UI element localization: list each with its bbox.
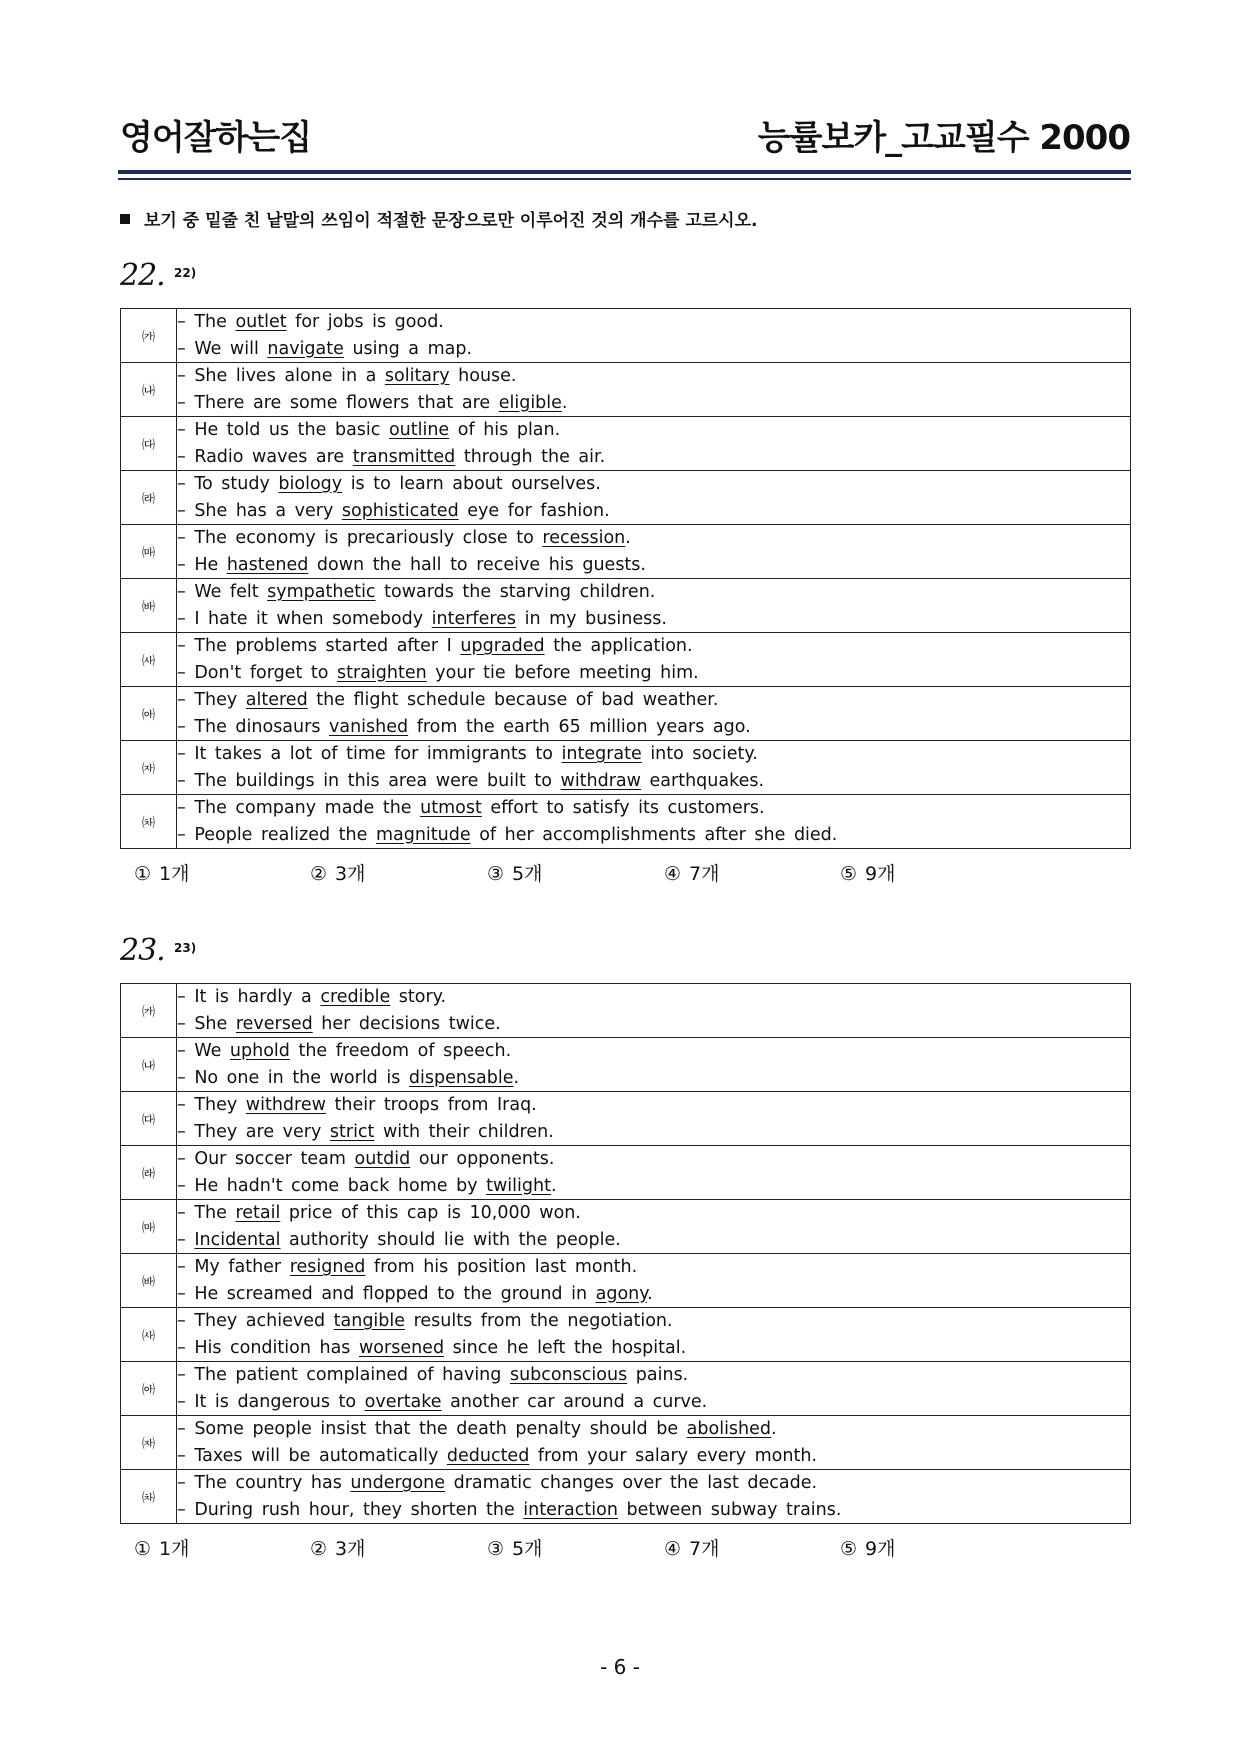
underlined-word: agony [595, 1283, 648, 1304]
table-row [121, 1146, 1131, 1200]
sentence [177, 1200, 1130, 1227]
item-sentences [177, 309, 1131, 363]
underlined-word: upgraded [460, 636, 545, 656]
item-sentences [177, 1200, 1131, 1254]
sentence [177, 552, 1130, 579]
sentence [177, 1146, 1130, 1173]
underlined-word: hastened [226, 554, 309, 575]
sentence-text: – No one in the world is [177, 1067, 409, 1088]
sentence-text: eye for fashion. [458, 500, 610, 521]
sentence-text: house. [449, 366, 517, 386]
sentence-text: since he left the hospital. [444, 1337, 687, 1358]
option-number: ④ [664, 1538, 682, 1560]
item-sentences [177, 1308, 1131, 1362]
sentence [177, 336, 1130, 363]
instruction [120, 206, 758, 231]
underlined-word: subconscious [509, 1365, 628, 1385]
item-label: ㈓ [121, 1254, 177, 1308]
sentence-text: – The [177, 1203, 236, 1223]
sentence-text: . [647, 1283, 653, 1304]
sentence-text: the application. [544, 636, 693, 656]
sentence-text: story. [390, 987, 447, 1007]
sentence-text: – It is dangerous to [177, 1391, 365, 1412]
underlined-word: navigate [267, 338, 344, 359]
answer-option[interactable] [664, 1534, 720, 1561]
option-text: 5개 [512, 863, 543, 885]
underlined-word: withdraw [560, 770, 641, 791]
sentence-text: – People realized the [177, 824, 376, 845]
sentence-text: – He told us the basic [177, 420, 389, 440]
item-sentences [177, 687, 1131, 741]
item-label: ㈖ [121, 1416, 177, 1470]
underlined-word: outdid [354, 1149, 411, 1169]
table-row [121, 1470, 1131, 1524]
sentence-text: – During rush hour, they shorten the [177, 1499, 524, 1520]
underlined-word: utmost [420, 798, 482, 818]
sentence-text: – She lives alone in a [177, 366, 385, 386]
table-row [121, 1038, 1131, 1092]
underlined-word: solitary [384, 366, 450, 386]
sentence [177, 525, 1130, 552]
sentence-text: – I hate it when somebody [177, 608, 432, 629]
table-row [121, 633, 1131, 687]
question-number: 22. [120, 258, 165, 293]
underlined-word: strict [329, 1121, 375, 1142]
sentence [177, 1011, 1130, 1038]
option-text: 9개 [865, 1538, 896, 1560]
table-row [121, 1254, 1131, 1308]
option-text: 1개 [159, 863, 190, 885]
sentence-text: – [177, 1229, 195, 1250]
table-row [121, 795, 1131, 849]
sentence-text: using a map. [343, 338, 473, 359]
sentence [177, 795, 1130, 822]
underlined-word: sophisticated [341, 500, 459, 521]
table-row [121, 579, 1131, 633]
option-text: 5개 [512, 1538, 543, 1560]
sentence [177, 660, 1130, 687]
item-label: ㈔ [121, 1308, 177, 1362]
underlined-word: magnitude [375, 824, 471, 845]
question-title [120, 258, 1131, 300]
sentence-text: from his position last month. [365, 1257, 638, 1277]
item-sentences [177, 741, 1131, 795]
sentence-text: – Don't forget to [177, 662, 338, 683]
table-row [121, 417, 1131, 471]
sentence [177, 741, 1130, 768]
sentence-text: – Radio waves are [177, 446, 353, 467]
table-row [121, 741, 1131, 795]
underlined-word: vanished [329, 716, 409, 737]
item-label: ㈓ [121, 579, 177, 633]
sentence-text: – The company made the [177, 798, 421, 818]
sentence [177, 1497, 1130, 1524]
underlined-word: eligible [498, 392, 562, 413]
answer-option[interactable] [134, 859, 190, 886]
sentence [177, 1173, 1130, 1200]
underlined-word: deducted [446, 1445, 530, 1466]
item-sentences [177, 1092, 1131, 1146]
sentence-text: our opponents. [410, 1149, 555, 1169]
option-text: 3개 [335, 1538, 366, 1560]
sentence-text: – The buildings in this area were built to [177, 770, 561, 791]
question-23 [120, 933, 1131, 1574]
sentence-text: the freedom of speech. [289, 1041, 512, 1061]
sentence-text: – The country has [177, 1473, 351, 1493]
sentence-text: – Taxes will be automatically [177, 1445, 447, 1466]
item-label: ㈎ [121, 309, 177, 363]
sentence-text: . [550, 1175, 557, 1196]
answer-options [120, 1534, 1131, 1574]
sentence-text: – They are very [177, 1121, 330, 1142]
sentence [177, 1335, 1130, 1362]
option-number: ① [134, 1538, 152, 1560]
sentence-text: from your salary every month. [529, 1445, 817, 1466]
item-sentences [177, 525, 1131, 579]
sentence-text: price of this cap is 10,000 won. [280, 1203, 581, 1223]
option-number: ③ [487, 1538, 505, 1560]
sentence-text: – They achieved [177, 1311, 334, 1331]
answer-option[interactable] [310, 859, 366, 886]
item-label: ㈕ [121, 1362, 177, 1416]
table-row [121, 1200, 1131, 1254]
underlined-word: outlet [235, 312, 287, 332]
sentence-text: of her accomplishments after she died. [470, 824, 838, 845]
underlined-word: Incidental [194, 1229, 281, 1250]
sentence [177, 984, 1130, 1011]
table-row [121, 309, 1131, 363]
item-sentences [177, 579, 1131, 633]
underlined-word: overtake [364, 1391, 442, 1412]
sentence-text: – The dinosaurs [177, 716, 329, 737]
item-label: ㈖ [121, 741, 177, 795]
sentence [177, 1281, 1130, 1308]
sentence [177, 1362, 1130, 1389]
option-number: ③ [487, 863, 505, 885]
option-number: ⑤ [840, 863, 858, 885]
sentence-text: of his plan. [449, 420, 561, 440]
header-divider-thin [118, 178, 1131, 180]
underlined-word: twilight [486, 1175, 551, 1196]
sentence [177, 1416, 1130, 1443]
sentence-text: – The problems started after I [177, 636, 461, 656]
sentence [177, 1227, 1130, 1254]
square-bullet-icon [120, 214, 130, 224]
sentence-text: . [625, 528, 631, 548]
sentence-text: towards the starving children. [375, 582, 656, 602]
question-number: 23. [120, 933, 165, 968]
item-label: ㈔ [121, 633, 177, 687]
item-sentences [177, 471, 1131, 525]
item-label: ㈗ [121, 1470, 177, 1524]
sentence-text: – Our soccer team [177, 1149, 355, 1169]
sentence-text: with their children. [374, 1121, 554, 1142]
item-sentences [177, 1416, 1131, 1470]
sentence-text: . [513, 1067, 520, 1088]
item-label: ㈏ [121, 1038, 177, 1092]
sentence [177, 1443, 1130, 1470]
item-label: ㈕ [121, 687, 177, 741]
sentence-text: – We will [177, 338, 268, 359]
answer-option[interactable] [310, 1534, 366, 1561]
underlined-word: integrate [561, 744, 642, 764]
option-number: ② [310, 1538, 328, 1560]
sentence-text: down the hall to receive his guests. [308, 554, 646, 575]
item-label: ㈏ [121, 363, 177, 417]
option-text: 7개 [689, 1538, 720, 1560]
item-label: ㈗ [121, 795, 177, 849]
header-title-right: 능률보카_고교필수 2000 [757, 118, 1130, 158]
sentence-text: – There are some flowers that are [177, 392, 499, 413]
sentence-text: – He hadn't come back home by [177, 1175, 487, 1196]
sentence [177, 1470, 1130, 1497]
sentence-text: between subway trains. [617, 1499, 842, 1520]
sentence-text: from the earth 65 million years ago. [408, 716, 751, 737]
underlined-word: interaction [523, 1499, 618, 1520]
underlined-word: recession [542, 528, 626, 548]
item-label: ㈑ [121, 471, 177, 525]
sentence [177, 498, 1130, 525]
answer-option[interactable] [487, 859, 543, 886]
sentence [177, 1092, 1130, 1119]
instruction-text: 보기 중 밑줄 친 낱말의 쓰임이 적절한 문장으로만 이루어진 것의 개수를 고르시오. [144, 211, 758, 231]
sentence [177, 768, 1130, 795]
table-row [121, 1362, 1131, 1416]
underlined-word: uphold [229, 1041, 290, 1061]
sentence [177, 1254, 1130, 1281]
sentence-text: – The [177, 312, 236, 332]
sentence [177, 1389, 1130, 1416]
option-number: ② [310, 863, 328, 885]
sentence [177, 714, 1130, 741]
item-sentences [177, 1038, 1131, 1092]
sentence-text: is to learn about ourselves. [342, 474, 601, 494]
sentence-text: – To study [177, 474, 279, 494]
sentence [177, 1308, 1130, 1335]
sentence-text: earthquakes. [640, 770, 765, 791]
underlined-word: undergone [350, 1473, 446, 1493]
table-row [121, 1416, 1131, 1470]
table-row [121, 1308, 1131, 1362]
question-reference: 22) [174, 266, 197, 280]
underlined-word: resigned [289, 1257, 366, 1277]
option-text: 9개 [865, 863, 896, 885]
item-sentences [177, 1146, 1131, 1200]
item-sentences [177, 363, 1131, 417]
sentence [177, 1119, 1130, 1146]
item-label: ㈒ [121, 525, 177, 579]
table-row [121, 525, 1131, 579]
item-label: ㈒ [121, 1200, 177, 1254]
sentence-text: – The economy is precariously close to [177, 528, 543, 548]
sentence-text: into society. [641, 744, 758, 764]
sentence-text: – It takes a lot of time for immigrants to [177, 744, 562, 764]
sentence [177, 633, 1130, 660]
sentence-text: – They [177, 1095, 246, 1115]
sentence-text: through the air. [455, 446, 606, 467]
sentence [177, 471, 1130, 498]
sentence-text: – His condition has [177, 1337, 359, 1358]
question-title [120, 933, 1131, 975]
sentence-text: pains. [627, 1365, 689, 1385]
underlined-word: transmitted [352, 446, 456, 467]
item-sentences [177, 984, 1131, 1038]
sentence-text: authority should lie with the people. [280, 1229, 621, 1250]
option-number: ① [134, 863, 152, 885]
sentence-text: – He screamed and flopped to the ground in [177, 1283, 596, 1304]
table-row [121, 363, 1131, 417]
underlined-word: sympathetic [267, 582, 376, 602]
sentence-text: the flight schedule because of bad weather. [307, 690, 719, 710]
underlined-word: reversed [235, 1013, 313, 1034]
sentence [177, 363, 1130, 390]
item-sentences [177, 417, 1131, 471]
header-divider [118, 170, 1131, 174]
sentence-text: . [771, 1419, 777, 1439]
table-row [121, 687, 1131, 741]
sentence-text: another car around a curve. [441, 1391, 708, 1412]
sentence-text: – We [177, 1041, 230, 1061]
item-label: ㈎ [121, 984, 177, 1038]
underlined-word: straighten [337, 662, 427, 683]
question-reference: 23) [174, 941, 197, 955]
sentence-text: for jobs is good. [286, 312, 444, 332]
sentence [177, 822, 1130, 849]
sentence-text: their troops from Iraq. [325, 1095, 537, 1115]
item-sentences [177, 1470, 1131, 1524]
sentence [177, 417, 1130, 444]
sentence-text: – We felt [177, 582, 268, 602]
item-sentences [177, 1362, 1131, 1416]
sentence-text: effort to satisfy its customers. [481, 798, 765, 818]
sentence-text: results from the negotiation. [405, 1311, 673, 1331]
underlined-word: retail [235, 1203, 281, 1223]
underlined-word: outline [388, 420, 450, 440]
question-22 [120, 258, 1131, 899]
underlined-word: interferes [431, 608, 517, 629]
answer-option[interactable] [134, 1534, 190, 1561]
sentence-table [120, 983, 1131, 1524]
sentence-text: in my business. [516, 608, 667, 629]
sentence-text: her decisions twice. [312, 1013, 501, 1034]
sentence [177, 390, 1130, 417]
answer-option[interactable] [840, 859, 896, 886]
page-number: - 6 - [600, 1655, 640, 1679]
underlined-word: dispensable [408, 1067, 514, 1088]
option-text: 7개 [689, 863, 720, 885]
underlined-word: abolished [686, 1419, 772, 1439]
option-number: ④ [664, 863, 682, 885]
sentence-text: – He [177, 554, 227, 575]
sentence [177, 579, 1130, 606]
sentence-text: – Some people insist that the death penalty should be [177, 1419, 687, 1439]
sentence-text: . [561, 392, 568, 413]
option-number: ⑤ [840, 1538, 858, 1560]
underlined-word: withdrew [245, 1095, 326, 1115]
item-sentences [177, 633, 1131, 687]
sentence [177, 309, 1130, 336]
answer-options [120, 859, 1131, 899]
sentence-text: your tie before meeting him. [426, 662, 699, 683]
sentence-text: – She [177, 1013, 236, 1034]
item-sentences [177, 795, 1131, 849]
sentence-text: dramatic changes over the last decade. [445, 1473, 818, 1493]
sentence [177, 606, 1130, 633]
table-row [121, 471, 1131, 525]
table-row [121, 1092, 1131, 1146]
sentence-table [120, 308, 1131, 849]
item-label: ㈑ [121, 1146, 177, 1200]
table-row [121, 984, 1131, 1038]
sentence [177, 1038, 1130, 1065]
underlined-word: credible [320, 987, 391, 1007]
option-text: 1개 [159, 1538, 190, 1560]
underlined-word: biology [278, 474, 343, 494]
item-label: ㈐ [121, 417, 177, 471]
header-title-left: 영어잘하는집 [120, 118, 312, 158]
sentence-text: – It is hardly a [177, 987, 321, 1007]
sentence [177, 444, 1130, 471]
answer-option[interactable] [664, 859, 720, 886]
item-sentences [177, 1254, 1131, 1308]
underlined-word: altered [245, 690, 308, 710]
sentence-text: – She has a very [177, 500, 342, 521]
item-label: ㈐ [121, 1092, 177, 1146]
sentence-text: – They [177, 690, 246, 710]
sentence [177, 687, 1130, 714]
underlined-word: tangible [333, 1311, 406, 1331]
sentence-text: – The patient complained of having [177, 1365, 510, 1385]
option-text: 3개 [335, 863, 366, 885]
answer-option[interactable] [487, 1534, 543, 1561]
sentence-text: – My father [177, 1257, 290, 1277]
answer-option[interactable] [840, 1534, 896, 1561]
underlined-word: worsened [358, 1337, 445, 1358]
sentence [177, 1065, 1130, 1092]
